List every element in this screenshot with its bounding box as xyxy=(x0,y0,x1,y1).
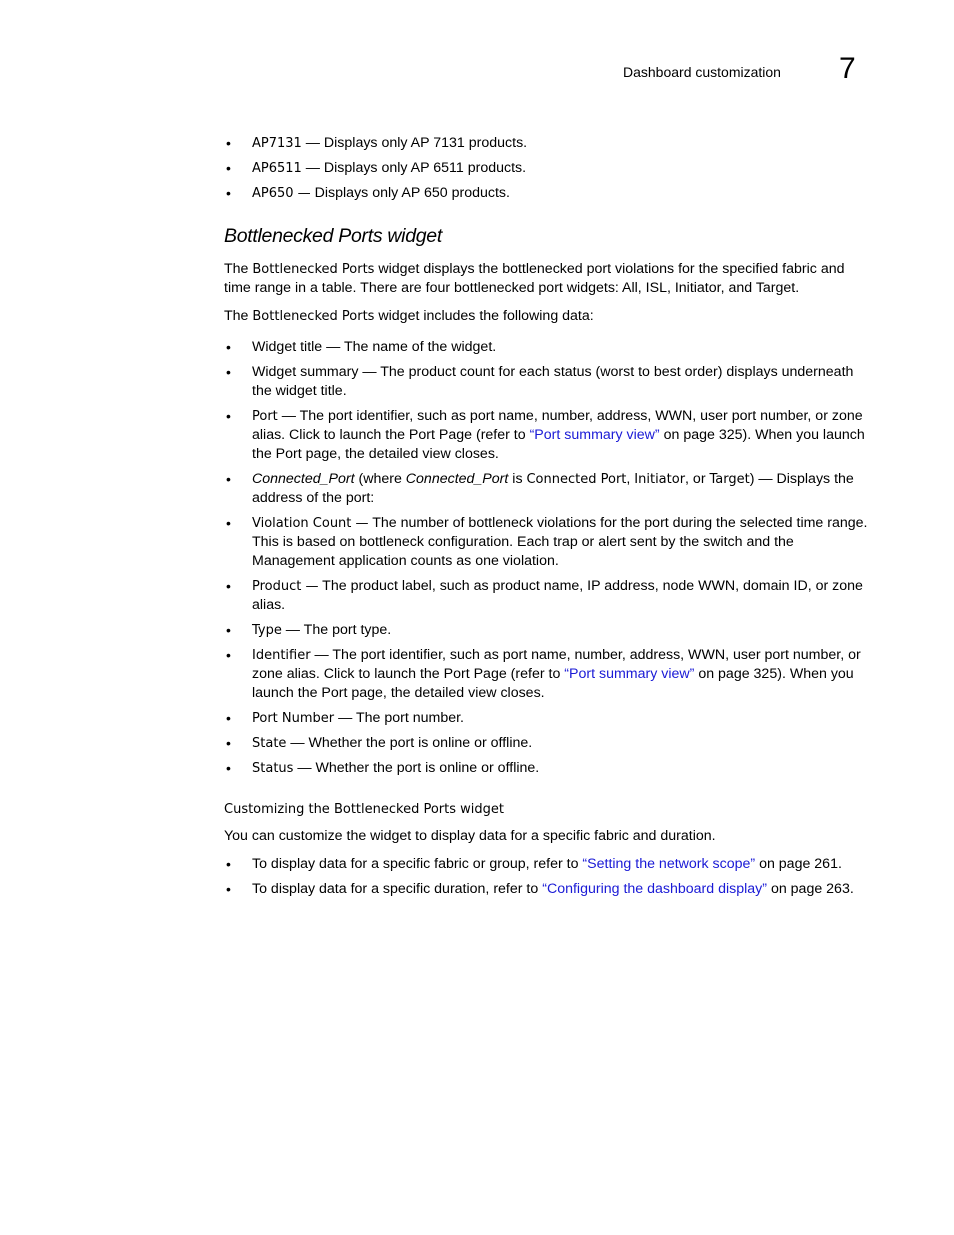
intro-paragraph: The Bottlenecked Ports widget includes the following data: xyxy=(224,308,594,324)
network-scope-link[interactable]: “Setting the network scope” xyxy=(582,856,756,872)
bullet-icon: • xyxy=(226,471,231,487)
list-item: • AP7131 — Displays only AP 7131 products. xyxy=(226,135,528,151)
dashboard-display-link[interactable]: “Configuring the dashboard display” xyxy=(542,881,767,897)
list-item: • Port Number — The port number. xyxy=(226,710,464,726)
section-title: Bottlenecked Ports widget xyxy=(224,225,442,247)
bullet-icon: • xyxy=(226,881,231,897)
bullet-icon: • xyxy=(226,339,231,355)
bullet-icon: • xyxy=(226,364,231,380)
running-header-title: Dashboard customization xyxy=(623,64,781,80)
bullet-icon: • xyxy=(226,647,231,663)
intro-paragraph: The Bottlenecked Ports widget displays the bottlenecked port violations for the specified fabric and time range in a table. There are four bottlenecked port widgets: All, ISL, Initiator, and Target. xyxy=(224,261,845,296)
bullet-icon: • xyxy=(226,515,231,531)
page-content xyxy=(224,134,872,905)
list-item: • State — Whether the port is online or offline. xyxy=(226,735,533,751)
bullet-icon: • xyxy=(226,160,231,176)
list-item: • Status — Whether the port is online or offline. xyxy=(226,760,540,776)
bullet-icon: • xyxy=(226,185,231,201)
list-item: • Connected_Port (where Connected_Port is Connected Port, Initiator, or Target) — Displays the address of the port: xyxy=(226,471,854,506)
list-item: • To display data for a specific duration, refer to “Configuring the dashboard display” on page 263. xyxy=(226,881,854,897)
subsection-title: Customizing the Bottlenecked Ports widget xyxy=(224,802,504,817)
widget-data-list xyxy=(224,338,872,778)
list-item: • AP6511 — Displays only AP 6511 products. xyxy=(226,160,527,176)
list-item: • Product — The product label, such as product name, IP address, node WWN, domain ID, or zone alias. xyxy=(226,578,863,613)
bullet-icon: • xyxy=(226,710,231,726)
bullet-icon: • xyxy=(226,622,231,638)
list-item: • To display data for a specific fabric or group, refer to “Setting the network scope” on page 261. xyxy=(226,856,842,872)
product-filter-list xyxy=(224,134,872,203)
list-item: • Widget title — The name of the widget. xyxy=(226,339,497,355)
bullet-icon: • xyxy=(226,856,231,872)
list-item: • Type — The port type. xyxy=(226,622,392,638)
port-summary-link[interactable]: “Port summary view” xyxy=(564,666,695,682)
bullet-icon: • xyxy=(226,578,231,594)
list-item: • Port — The port identifier, such as port name, number, address, WWN, user port number, or zone alias. Click to launch the Port Page (refer to “Port summary view” on page 325). When you launch the Port page, the detailed view closes. xyxy=(226,408,865,462)
subsection-intro: You can customize the widget to display data for a specific fabric and duration. xyxy=(224,828,716,844)
list-item: • Identifier — The port identifier, such as port name, number, address, WWN, user port number, or zone alias. Click to launch the Port Page (refer to “Port summary view” on page 325). When you launch the Port page, the detailed view closes. xyxy=(226,647,861,701)
list-item: • Violation Count — The number of bottleneck violations for the port during the selected time range. This is based on bottleneck configuration. Each trap or alert sent by the switch and the Management application counts as one violation. xyxy=(226,515,868,569)
bullet-icon: • xyxy=(226,735,231,751)
list-item: • Widget summary — The product count for each status (worst to best order) displays underneath the widget title. xyxy=(226,364,854,399)
chapter-number: 7 xyxy=(839,52,856,85)
customize-list xyxy=(224,855,872,899)
list-item: • AP650 — Displays only AP 650 products. xyxy=(226,185,510,201)
port-summary-link[interactable]: “Port summary view” xyxy=(529,427,660,443)
bullet-icon: • xyxy=(226,760,231,776)
bullet-icon: • xyxy=(226,135,231,151)
bullet-icon: • xyxy=(226,408,231,424)
